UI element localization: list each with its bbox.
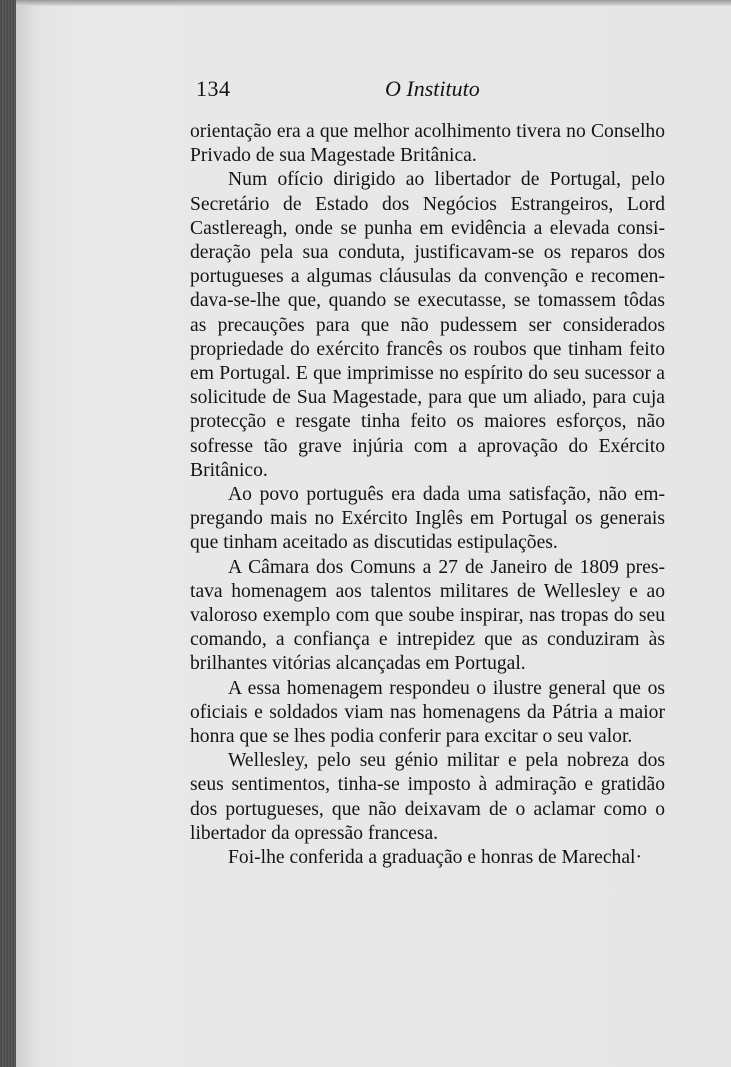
paragraph-4: A Câmara dos Comuns a 27 de Janeiro de 1809 prestava homenagem aos talentos militares de Wellesley e ao valoroso exemplo com que soube inspirar, nas tropas do seu comando, a confiança e intrepidez que as conduziram às brilhantes vitórias alcançadas em Portugal. [190, 556, 665, 675]
paragraph-1: orientação era a que melhor acolhimento tivera no Conselho Privado de sua Magestade Britânica. [190, 121, 665, 167]
page-top-edge [16, 0, 731, 6]
page-header [0, 76, 731, 106]
paragraph-3: Ao povo português era dada uma satisfação, não empregando mais no Exército Inglês em Portugal os generais que tinham aceitado as discutidas estipulações. [190, 484, 665, 554]
paragraph-2: Num ofício dirigido ao libertador de Portugal, pelo Secretário de Estado dos Negócios Estrangeiros, Lord Castlereagh, onde se punha em evidência a elevada consideração pela sua conduta, justificavam-se os reparos dos portugueses a algumas cláusulas da convenção e recomendava-se-lhe que, quando se executasse, se tomassem tôdas as precauções para que não pudessem ser considerados propriedade do exército francês os roubos que tinham feito em Portugal. E que imprimisse no espírito do seu sucessor a solicitude de Sua Magestade, para que um aliado, para cuja protecção e resgate tinha feito os maiores esforços, não sofresse tão grave injúria com a aprovação do Exército Britânico. [190, 169, 665, 481]
paragraph-7: Foi-lhe conferida a graduação e honras de Marechal· [228, 847, 642, 869]
body-text [190, 120, 665, 870]
book-gutter [0, 0, 16, 1067]
page-number: 134 [196, 76, 231, 101]
paragraph-5: A essa homenagem respondeu o ilustre general que os oficiais e soldados viam nas homenagens da Pátria a maior honra que se lhes podia conferir para excitar o seu valor. [190, 677, 665, 748]
paragraph-6: Wellesley, pelo seu génio militar e pela nobreza dos seus sentimentos, tinha-se imposto à admiração e gratidão dos portugueses, que não deixavam de o aclamar como o libertador da opressão francesa. [190, 750, 665, 844]
running-title: O Instituto [385, 76, 480, 101]
